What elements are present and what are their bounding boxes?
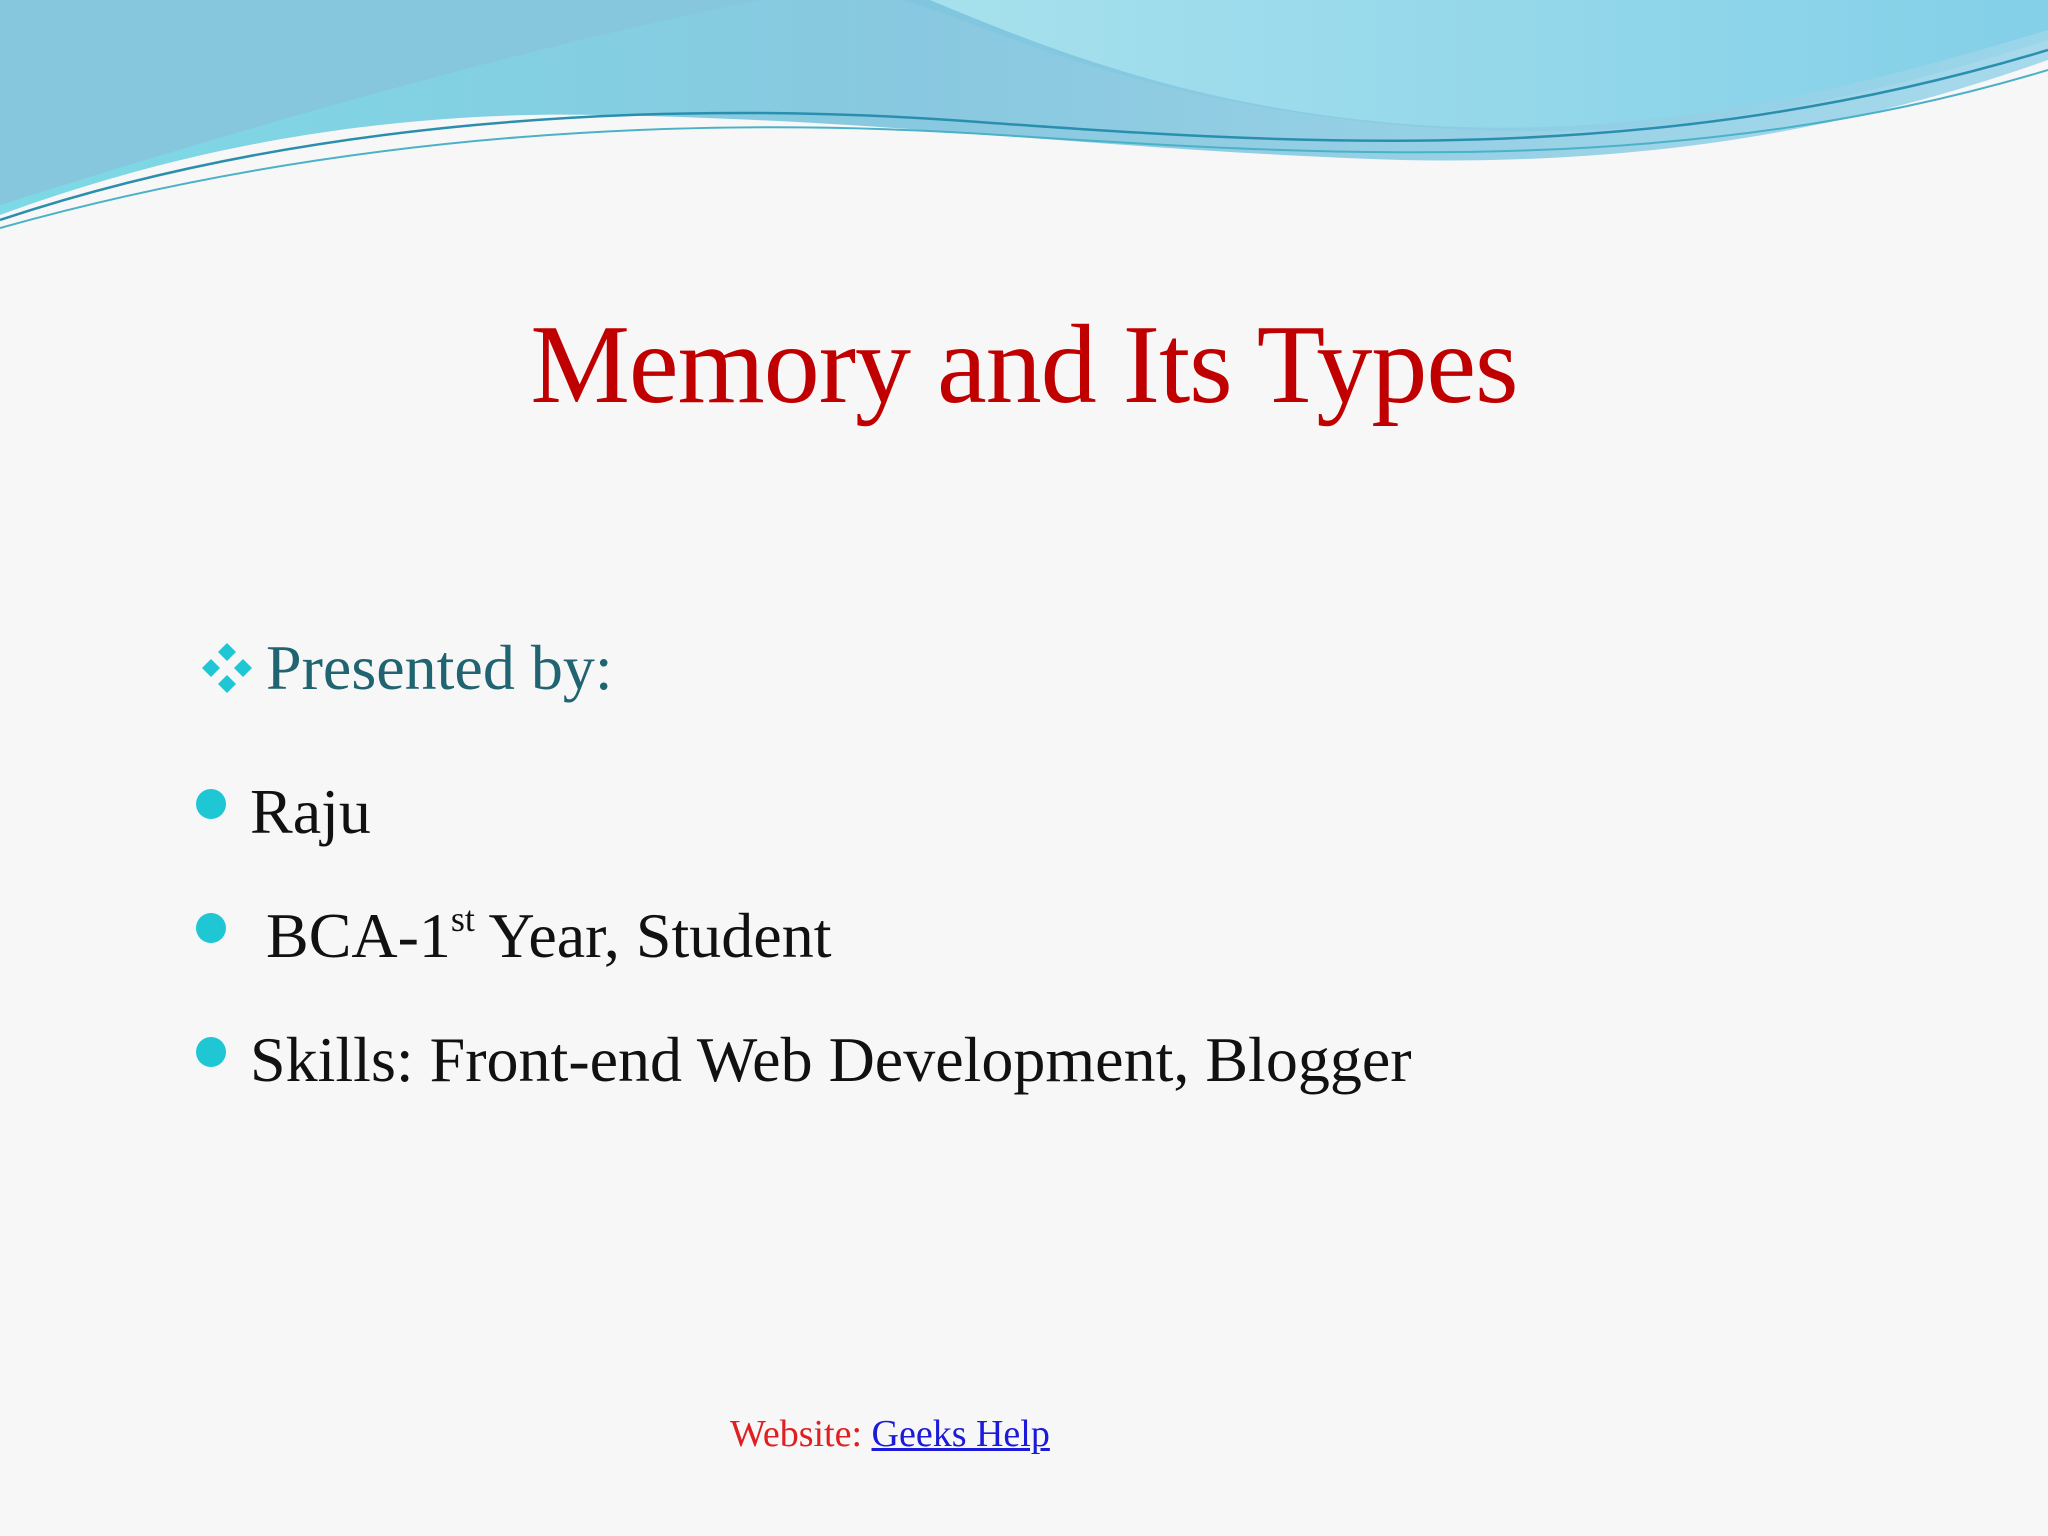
presented-by-heading bbox=[196, 628, 613, 708]
list-item bbox=[196, 750, 1412, 874]
course-suffix: Year, Student bbox=[474, 900, 832, 971]
presenter-course bbox=[250, 899, 831, 973]
presented-by-label: Presented by: bbox=[266, 632, 613, 703]
presenter-skills: Skills: Front-end Web Development, Blogger bbox=[250, 1024, 1412, 1095]
header-wave-decoration bbox=[0, 0, 2048, 240]
course-prefix: BCA-1 bbox=[250, 900, 451, 971]
website-footer bbox=[730, 1412, 1050, 1456]
bullet-dot-icon bbox=[196, 913, 226, 943]
slide-title: Memory and Its Types bbox=[530, 303, 1518, 427]
list-item bbox=[196, 874, 1412, 998]
bullet-dot-icon bbox=[196, 1037, 226, 1067]
bullet-dot-icon bbox=[196, 789, 226, 819]
bullet-list bbox=[196, 750, 1412, 1122]
website-label: Website: bbox=[730, 1413, 872, 1455]
website-link[interactable]: Geeks Help bbox=[871, 1413, 1050, 1455]
list-item bbox=[196, 998, 1412, 1122]
course-superscript: st bbox=[450, 899, 475, 939]
presenter-name: Raju bbox=[250, 776, 371, 847]
diamond-bullet-icon bbox=[196, 637, 258, 699]
